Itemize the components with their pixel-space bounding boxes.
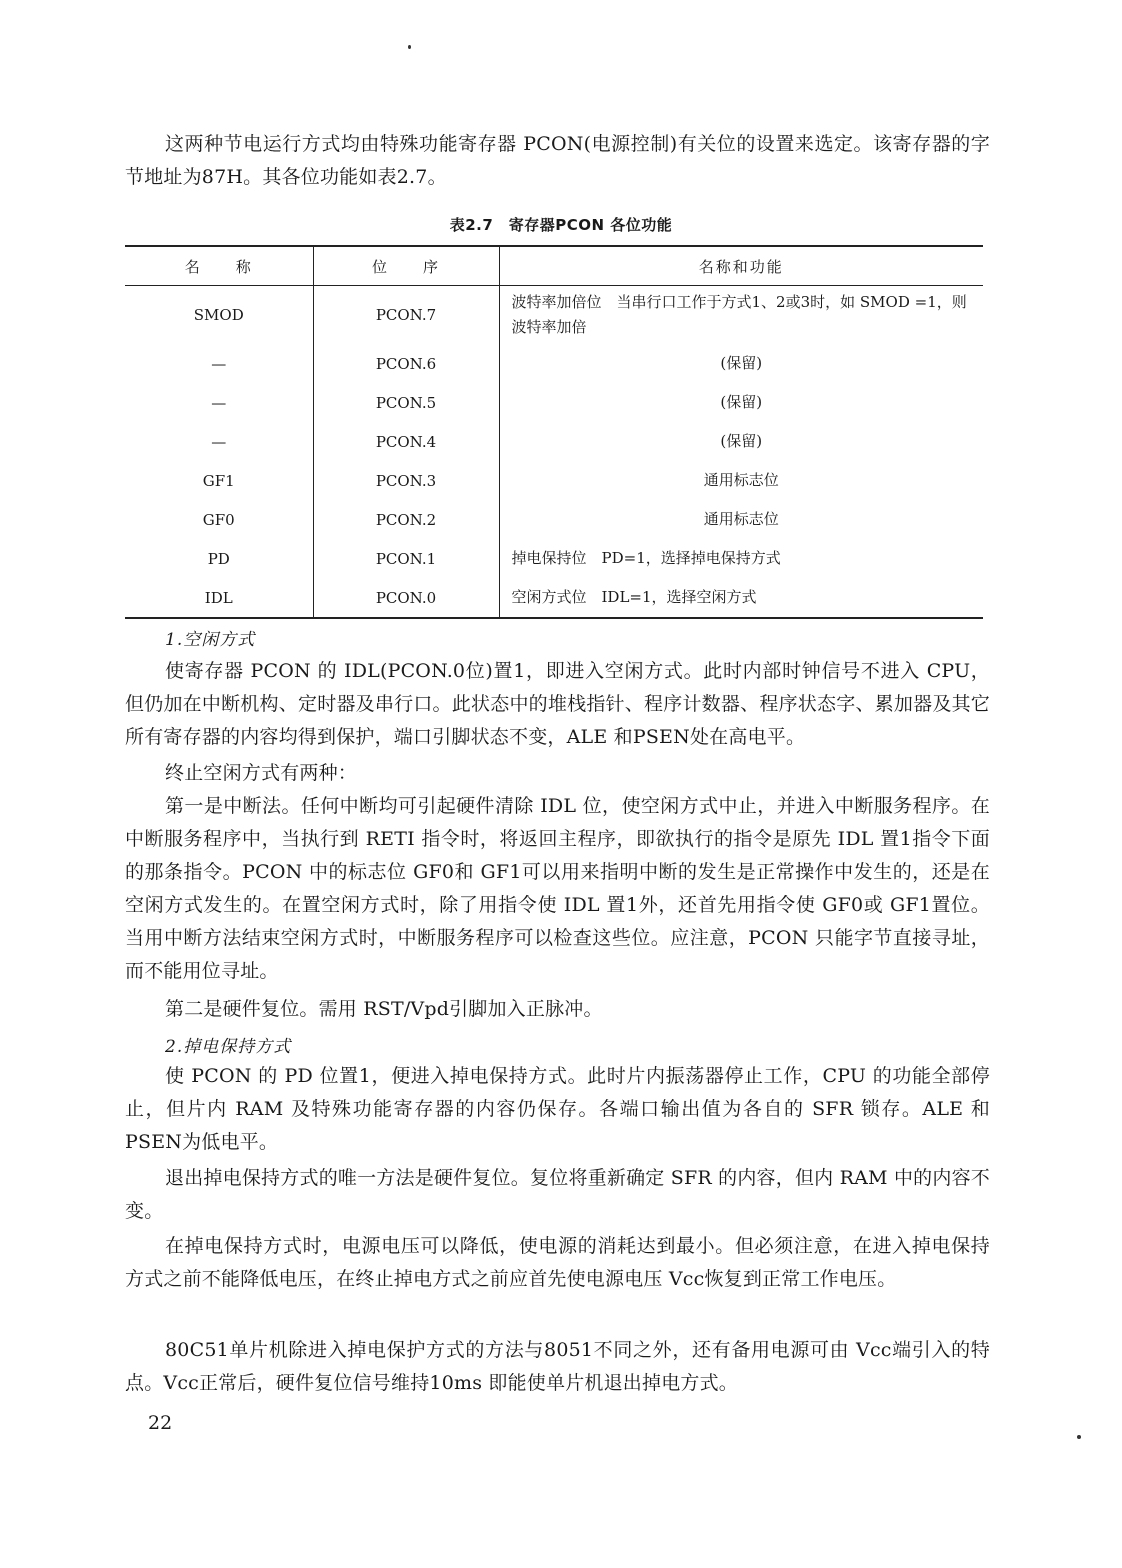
cell-bit: PCON.5: [313, 383, 499, 422]
intro-paragraph: 这两种节电运行方式均由特殊功能寄存器 PCON(电源控制)有关位的设置来选定。该寄存器的字节地址为87H。其各位功能如表2.7。: [125, 133, 990, 188]
cell-name: IDL: [204, 588, 233, 607]
cell-function: (保留): [499, 344, 983, 383]
table-caption: 表2.7 寄存器PCON 各位功能: [449, 216, 673, 234]
cell-bit: PCON.0: [313, 578, 499, 618]
powerdown-paragraph-4: 80C51单片机除进入掉电保护方式的方法与8051不同之外，还有备用电源可由 Vcc端引入的特点。Vcc正常后，硬件复位信号维持10ms 即能使单片机退出掉电方式。: [125, 1339, 990, 1394]
cell-function: 掉电保持位 PD=1，选择掉电保持方式: [499, 539, 983, 578]
cell-function: (保留): [499, 422, 983, 461]
powerdown-paragraph-1: 使 PCON 的 PD 位置1，便进入掉电保持方式。此时片内振荡器停止工作，CPU 的功能全部停止，但片内 RAM 及特殊功能寄存器的内容仍保存。各端口输出值为各自的 SFR 锁存。ALE 和PSEN为低电平。: [125, 1065, 990, 1153]
cell-function: 空闲方式位 IDL=1，选择空闲方式: [499, 578, 983, 618]
cell-name: SMOD: [193, 306, 244, 324]
idle-paragraph-3: 第一是中断法。任何中断均可引起硬件清除 IDL 位，使空闲方式中止，并进入中断服务程序。在中断服务程序中，当执行到 RETI 指令时，将返回主程序，即欲执行的指令是原先 IDL 置1指令下面的那条指令。PCON 中的标志位 GF0和 GF1可以用来指明中断的发生是正常操作中发生的，还是在空闲方式发生的。在置空闲方式时，除了用指令使 IDL 置1外，还首先用指令使 GF0或 GF1置位。当用中断方法结束空闲方式时，中断服务程序可以检查这些位。应注意，PCON 只能字节直接寻址，而不能用位寻址。: [125, 795, 990, 982]
page-number: 22: [148, 1412, 173, 1434]
cell-name: PD: [207, 549, 230, 568]
powerdown-paragraph-3: 在掉电保持方式时，电源电压可以降低，使电源的消耗达到最小。但必须注意，在进入掉电保持方式之前不能降低电压，在终止掉电方式之前应首先使电源电压 Vcc恢复到正常工作电压。: [125, 1235, 990, 1290]
cell-function: (保留): [499, 383, 983, 422]
powerdown-paragraph-2: 退出掉电保持方式的唯一方法是硬件复位。复位将重新确定 SFR 的内容，但内 RAM 中的内容不变。: [125, 1167, 990, 1222]
cell-bit: PCON.2: [313, 500, 499, 539]
cell-bit: PCON.1: [313, 539, 499, 578]
cell-name: —: [211, 432, 227, 451]
cell-name: GF0: [202, 510, 235, 529]
table-row: [125, 422, 983, 461]
header-function: 名称和功能: [499, 246, 983, 286]
idle-paragraph-1: 使寄存器 PCON 的 IDL(PCON.0位)置1，即进入空闲方式。此时内部时钟信号不进入 CPU，但仍加在中断机构、定时器及串行口。此状态中的堆栈指针、程序计数器、程序状态字、累加器及其它所有寄存器的内容均得到保护，端口引脚状态不变，ALE 和PSEN处在高电平。: [125, 660, 990, 748]
cell-name: GF1: [202, 471, 235, 490]
scan-speck: [1077, 1435, 1081, 1439]
cell-bit: PCON.6: [313, 344, 499, 383]
cell-function: 通用标志位: [499, 461, 983, 500]
pcon-bit-table: [125, 245, 983, 619]
scan-speck: [408, 45, 411, 49]
table-row: [125, 461, 983, 500]
table-row: [125, 344, 983, 383]
table-header-row: [125, 246, 983, 286]
idle-paragraph-4: 第二是硬件复位。需用 RST/Vpd引脚加入正脉冲。: [165, 998, 603, 1020]
idle-paragraph-2: 终止空闲方式有两种：: [165, 762, 358, 784]
cell-bit: PCON.4: [313, 422, 499, 461]
cell-function: 波特率加倍位 当串行口工作于方式1、2或3时，如 SMOD =1，则波特率加倍: [499, 286, 983, 345]
cell-function: 通用标志位: [499, 500, 983, 539]
section-heading-idle: 1.空闲方式: [165, 630, 256, 650]
cell-name: —: [211, 393, 227, 412]
table-row: [125, 500, 983, 539]
table-row: [125, 286, 983, 345]
table-row: [125, 383, 983, 422]
table-row: [125, 539, 983, 578]
cell-bit: PCON.3: [313, 461, 499, 500]
header-name: 名 称: [184, 257, 253, 276]
table-row: [125, 578, 983, 618]
cell-bit: PCON.7: [313, 286, 499, 345]
header-bit: 位 序: [313, 246, 499, 286]
section-heading-powerdown: 2.掉电保持方式: [165, 1037, 292, 1057]
cell-name: —: [211, 354, 227, 373]
